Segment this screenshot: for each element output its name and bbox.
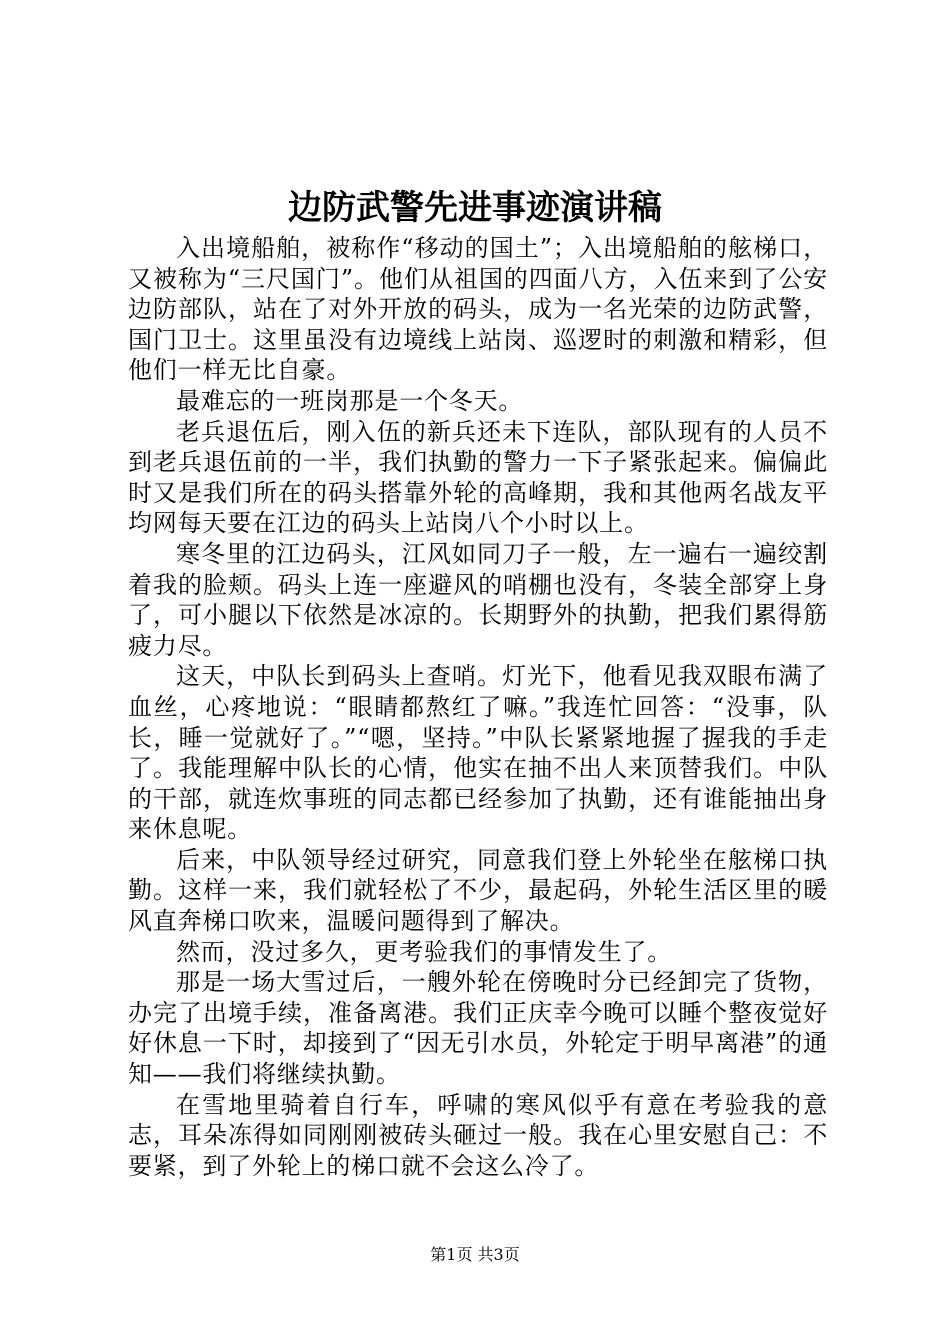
document-title: 边防武警先进事迹演讲稿 <box>288 188 662 228</box>
paragraph: 老兵退伍后，刚入伍的新兵还未下连队，部队现有的人员不到老兵退伍前的一半，我们执勤的警力一下子紧张起来。偏偏此时又是我们所在的码头搭靠外轮的高峰期，我和其他两名战友平均网每天要在江边的码头上站岗八个小时以上。 <box>128 417 828 538</box>
paragraph: 在雪地里骑着自行车，呼啸的寒风似乎有意在考验我的意志，耳朵冻得如同刚刚被砖头砸过一般。我在心里安慰自己：不要紧，到了外轮上的梯口就不会这么冷了。 <box>128 1090 828 1180</box>
document-body <box>128 233 828 1181</box>
paragraph: 寒冬里的江边码头，江风如同刀子一般，左一遍右一遍绞割着我的脸颊。码头上连一座避风的哨棚也没有，冬装全部穿上身了，可小腿以下依然是冰凉的。长期野外的执勤，把我们累得筋疲力尽。 <box>128 539 828 660</box>
paragraph: 入出境船舶，被称作“移动的国土”；入出境船舶的舷梯口，又被称为“三尺国门”。他们从祖国的四面八方，入伍来到了公安边防部队，站在了对外开放的码头，成为一名光荣的边防武警，国门卫士。这里虽没有边境线上站岗、巡逻时的刺激和精彩，但他们一样无比自豪。 <box>128 234 828 385</box>
paragraph: 最难忘的一班岗那是一个冬天。 <box>176 386 524 415</box>
paragraph: 后来，中队领导经过研究，同意我们登上外轮坐在舷梯口执勤。这样一来，我们就轻松了不少，最起码，外轮生活区里的暖风直奔梯口吹来，温暖问题得到了解决。 <box>128 845 828 936</box>
page-number: 第1页 共3页 <box>430 1245 520 1264</box>
paragraph: 那是一场大雪过后，一艘外轮在傍晚时分已经卸完了货物，办完了出境手续，准备离港。我们正庆幸今晚可以睡个整夜觉好好休息一下时，却接到了“因无引水员，外轮定于明早离港”的通知——我们将继续执勤。 <box>128 968 828 1089</box>
paragraph: 然而，没过多久，更考验我们的事情发生了。 <box>176 937 672 966</box>
paragraph: 这天，中队长到码头上查哨。灯光下，他看见我双眼布满了血丝，心疼地说：“眼睛都熬红了嘛。”我连忙回答：“没事，队长，睡一觉就好了。”“嗯，坚持。”中队长紧紧地握了握我的手走了。我能理解中队长的心情，他实在抽不出人来顶替我们。中队的干部，就连炊事班的同志都已经参加了执勤，还有谁能抽出身来休息呢。 <box>128 662 828 844</box>
